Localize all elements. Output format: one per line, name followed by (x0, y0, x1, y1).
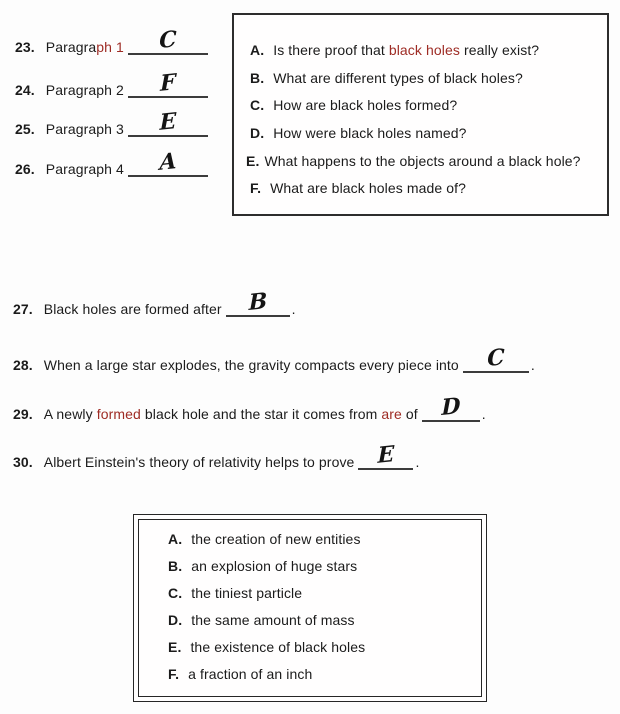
question-number: 24. (15, 82, 35, 98)
question-text: black hole and the star it comes from (140, 406, 382, 422)
question-number: 27. (13, 301, 33, 317)
answer-blank (128, 148, 208, 177)
option-text: How are black holes formed? (273, 97, 458, 113)
fill-in-question-row (13, 392, 486, 424)
question-number: 29. (13, 406, 33, 422)
option-item (250, 69, 523, 88)
question-suffix: . (415, 454, 420, 470)
option-text: the creation of new entities (191, 531, 361, 547)
question-number: 28. (13, 357, 33, 373)
option-text: the tiniest particle (191, 585, 303, 601)
answer-blank (226, 287, 290, 317)
option-letter: B. (168, 558, 183, 574)
option-letter: F. (250, 180, 262, 196)
handwritten-answer: E (159, 108, 177, 136)
option-text-red: black holes (388, 42, 460, 58)
question-label: Paragra (45, 39, 97, 55)
question-text-red: formed (96, 406, 141, 422)
answer-blank (463, 344, 529, 373)
option-letter: C. (168, 585, 183, 601)
question-text: Albert Einstein's theory of relativity helps to prove (43, 454, 355, 470)
fill-in-question-row (13, 344, 535, 375)
question-label: Paragraph 2 (45, 82, 124, 98)
answer-blank (422, 392, 480, 422)
handwritten-answer: B (248, 287, 267, 317)
answer-blank (358, 441, 413, 470)
answer-blank (128, 108, 208, 137)
question-text-red: are (381, 406, 402, 422)
option-text: How were black holes named? (273, 125, 467, 141)
answer-blank (128, 69, 208, 98)
question-suffix: . (530, 357, 535, 373)
question-text: of (401, 406, 418, 422)
matching-question-row (15, 108, 210, 139)
option-letter: A. (250, 42, 265, 58)
question-label: Paragraph 3 (45, 121, 124, 137)
question-label-red: ph 1 (96, 39, 124, 55)
fill-in-question-row (13, 287, 296, 319)
answer-bank-box (133, 514, 487, 702)
option-letter: E. (168, 639, 182, 655)
handwritten-answer: C (487, 344, 505, 372)
question-number: 23. (15, 39, 35, 55)
handwritten-answer: A (159, 148, 177, 176)
option-item (168, 665, 312, 684)
option-text: What happens to the objects around a black hole? (264, 153, 581, 169)
option-text: really exist? (459, 42, 540, 58)
option-letter: D. (250, 125, 265, 141)
option-text: Is there proof that (273, 42, 389, 58)
question-text: When a large star explodes, the gravity compacts every piece into (43, 357, 459, 373)
question-number: 30. (13, 454, 33, 470)
option-item (250, 124, 467, 143)
question-text: A newly (43, 406, 97, 422)
question-text: Black holes are formed after (43, 301, 222, 317)
question-suffix: . (481, 406, 486, 422)
option-item (168, 638, 365, 657)
option-text: the existence of black holes (190, 639, 366, 655)
option-item (246, 152, 581, 171)
option-text: What are different types of black holes? (273, 70, 523, 86)
option-letter: A. (168, 531, 183, 547)
option-item (168, 557, 357, 576)
option-text: What are black holes made of? (270, 180, 466, 196)
question-suffix: . (291, 301, 296, 317)
option-item (250, 179, 466, 198)
option-letter: E. (246, 153, 260, 169)
option-item (250, 41, 539, 60)
fill-in-question-row (13, 441, 420, 472)
paragraph-options-box (232, 13, 609, 216)
handwritten-answer: F (160, 69, 176, 97)
option-text: a fraction of an inch (188, 666, 313, 682)
option-item (250, 96, 457, 115)
matching-question-row (15, 148, 210, 179)
option-text: an explosion of huge stars (191, 558, 358, 574)
option-item (168, 530, 361, 549)
question-number: 25. (15, 121, 35, 137)
handwritten-answer: C (159, 26, 177, 54)
matching-question-row (15, 69, 210, 100)
option-letter: C. (250, 97, 265, 113)
option-letter: F. (168, 666, 180, 682)
question-number: 26. (15, 161, 35, 177)
option-letter: B. (250, 70, 265, 86)
matching-question-row (15, 26, 210, 57)
option-item (168, 584, 302, 603)
option-item (168, 611, 355, 630)
option-text: the same amount of mass (191, 612, 355, 628)
answer-blank (128, 26, 208, 55)
handwritten-answer: E (377, 441, 395, 469)
option-letter: D. (168, 612, 183, 628)
question-label: Paragraph 4 (45, 161, 124, 177)
handwritten-answer: D (441, 392, 461, 422)
